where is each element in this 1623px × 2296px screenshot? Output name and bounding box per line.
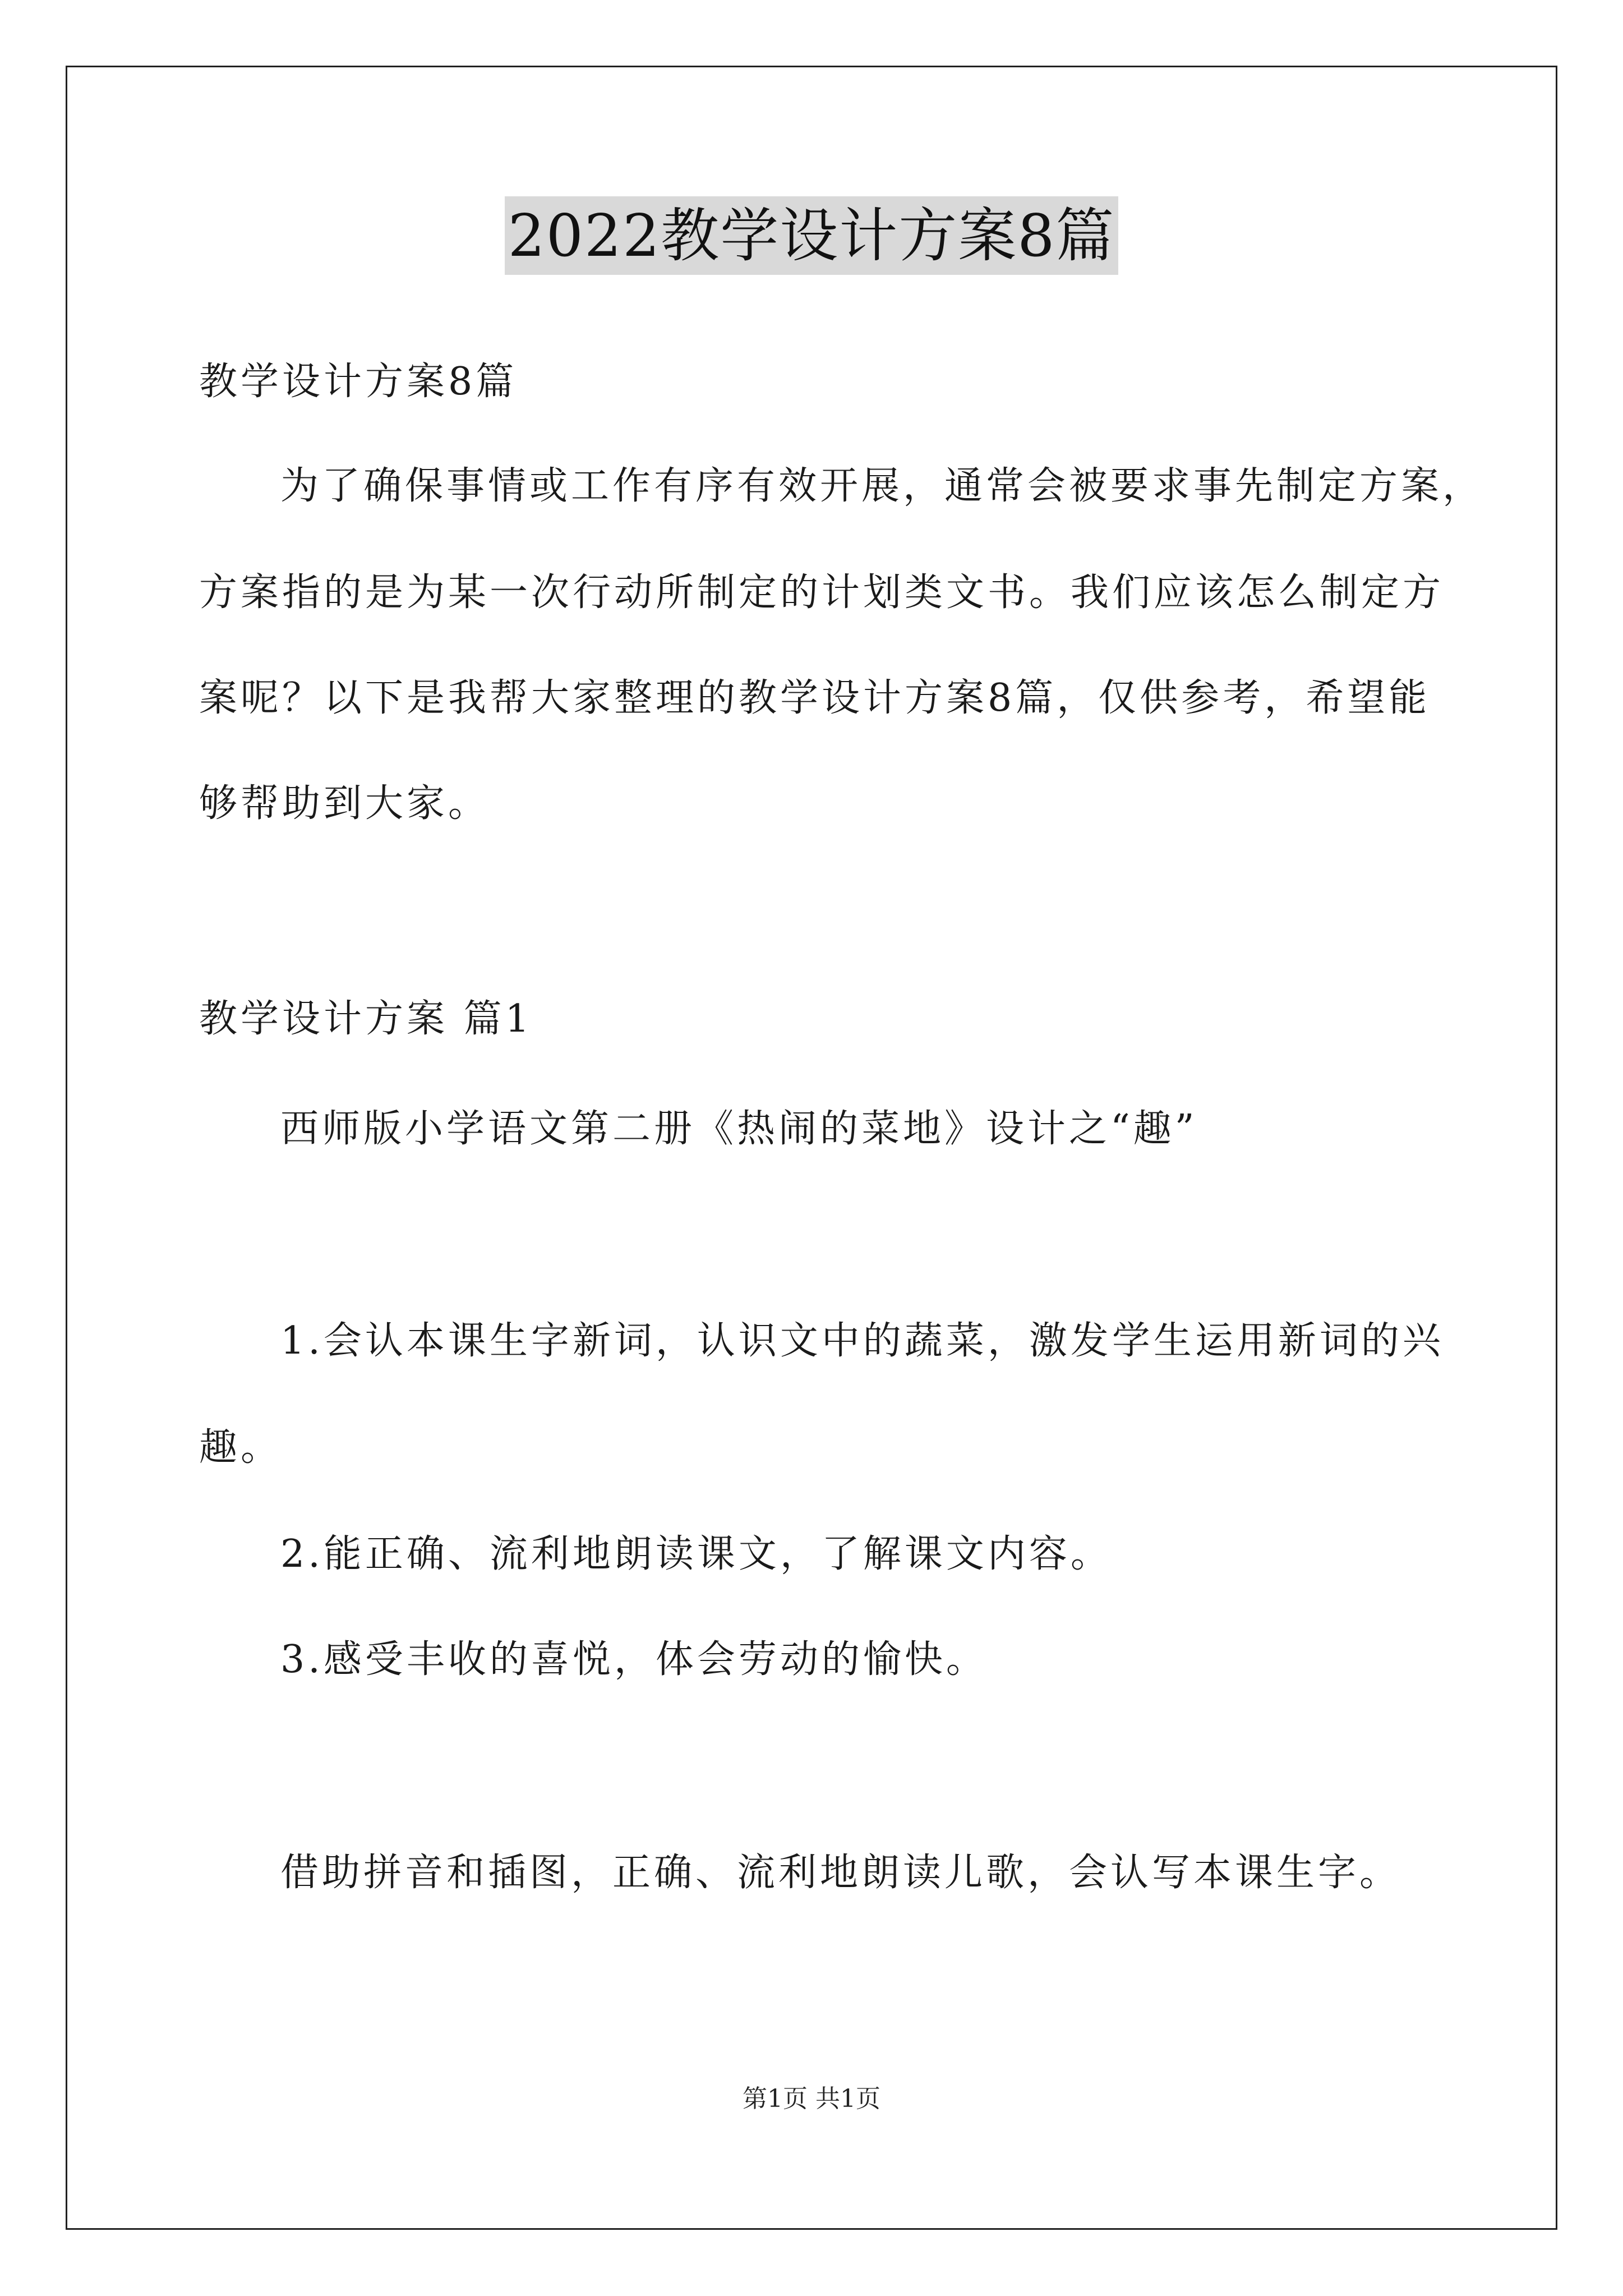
- goal-3: 3.感受丰收的喜悦，体会劳动的愉快。: [280, 1637, 988, 1682]
- lesson-title: 西师版小学语文第二册《热闹的菜地》设计之“趣”: [280, 1107, 1198, 1151]
- title-container: [0, 196, 1623, 275]
- goal-2: 2.能正确、流利地朗读课文，了解课文内容。: [280, 1532, 1112, 1576]
- focus-line: 借助拼音和插图，正确、流利地朗读儿歌，会认写本课生字。: [280, 1851, 1401, 1895]
- page-footer: 第1页 共1页: [743, 2085, 880, 2113]
- intro-line-3: 案呢？以下是我帮大家整理的教学设计方案8篇，仅供参考，希望能: [199, 676, 1431, 720]
- intro-line-4: 够帮助到大家。: [199, 781, 490, 826]
- section-heading: 教学设计方案 篇1: [199, 997, 533, 1041]
- document-subtitle: 教学设计方案8篇: [199, 360, 518, 404]
- goal-1-line-2: 趣。: [199, 1425, 283, 1470]
- document-title: 2022教学设计方案8篇: [505, 196, 1119, 275]
- intro-line-1: 为了确保事情或工作有序有效开展，通常会被要求事先制定方案，: [280, 464, 1484, 508]
- intro-line-2: 方案指的是为某一次行动所制定的计划类文书。我们应该怎么制定方: [199, 570, 1445, 615]
- goal-1-line-1: 1.会认本课生字新词，认识文中的蔬菜，激发学生运用新词的兴: [280, 1319, 1444, 1363]
